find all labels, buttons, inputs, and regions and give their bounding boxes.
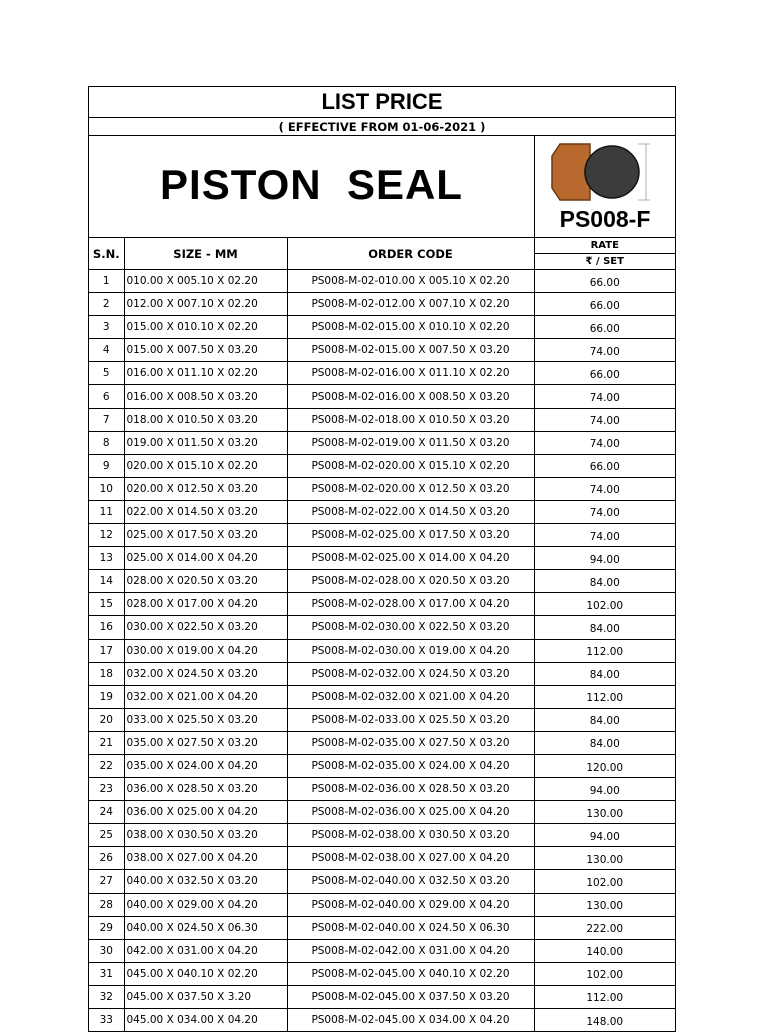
row-order-code: PS008-M-02-032.00 X 021.00 X 04.20: [287, 685, 534, 708]
row-order-code: PS008-M-02-045.00 X 034.00 X 04.20: [287, 1009, 534, 1032]
row-sn: 13: [89, 547, 124, 570]
row-size: 042.00 X 031.00 X 04.20: [124, 939, 287, 962]
row-size: 030.00 X 022.50 X 03.20: [124, 616, 287, 639]
row-size: 032.00 X 024.50 X 03.20: [124, 662, 287, 685]
table-row: [89, 593, 675, 616]
row-size: 035.00 X 024.00 X 04.20: [124, 754, 287, 777]
row-size: 010.00 X 005.10 X 02.20: [124, 270, 287, 293]
row-size: 045.00 X 034.00 X 04.20: [124, 1009, 287, 1032]
row-rate: 94.00: [534, 824, 675, 847]
row-order-code: PS008-M-02-030.00 X 022.50 X 03.20: [287, 616, 534, 639]
row-sn: 7: [89, 408, 124, 431]
row-size: 019.00 X 011.50 X 03.20: [124, 431, 287, 454]
row-order-code: PS008-M-02-028.00 X 020.50 X 03.20: [287, 570, 534, 593]
row-rate: 74.00: [534, 477, 675, 500]
row-rate: 222.00: [534, 916, 675, 939]
row-rate: 94.00: [534, 778, 675, 801]
row-sn: 11: [89, 500, 124, 523]
table-row: [89, 500, 675, 523]
row-order-code: PS008-M-02-015.00 X 010.10 X 02.20: [287, 316, 534, 339]
row-sn: 25: [89, 824, 124, 847]
effective-date: ( EFFECTIVE FROM 01-06-2021 ): [89, 118, 675, 136]
row-sn: 9: [89, 454, 124, 477]
row-rate: 102.00: [534, 870, 675, 893]
row-rate: 66.00: [534, 362, 675, 385]
table-row: [89, 824, 675, 847]
row-size: 045.00 X 040.10 X 02.20: [124, 962, 287, 985]
row-size: 020.00 X 015.10 X 02.20: [124, 454, 287, 477]
row-order-code: PS008-M-02-018.00 X 010.50 X 03.20: [287, 408, 534, 431]
row-size: 038.00 X 027.00 X 04.20: [124, 847, 287, 870]
row-order-code: PS008-M-02-012.00 X 007.10 X 02.20: [287, 293, 534, 316]
table-row: [89, 939, 675, 962]
table-row: [89, 454, 675, 477]
row-sn: 19: [89, 685, 124, 708]
row-rate: 130.00: [534, 847, 675, 870]
row-order-code: PS008-M-02-030.00 X 019.00 X 04.20: [287, 639, 534, 662]
table-row: [89, 477, 675, 500]
table-row: [89, 731, 675, 754]
table-row: [89, 778, 675, 801]
row-sn: 28: [89, 893, 124, 916]
row-sn: 10: [89, 477, 124, 500]
row-sn: 15: [89, 593, 124, 616]
row-sn: 12: [89, 524, 124, 547]
row-order-code: PS008-M-02-025.00 X 014.00 X 04.20: [287, 547, 534, 570]
table-row: [89, 893, 675, 916]
table-row: [89, 962, 675, 985]
row-rate: 84.00: [534, 616, 675, 639]
row-order-code: PS008-M-02-032.00 X 024.50 X 03.20: [287, 662, 534, 685]
row-sn: 16: [89, 616, 124, 639]
row-rate: 74.00: [534, 500, 675, 523]
row-size: 045.00 X 037.50 X 3.20: [124, 985, 287, 1008]
product-title-cell: [89, 136, 535, 237]
row-rate: 130.00: [534, 893, 675, 916]
row-rate: 84.00: [534, 662, 675, 685]
row-rate: 112.00: [534, 985, 675, 1008]
product-code-cell: [535, 136, 675, 237]
row-size: 016.00 X 008.50 X 03.20: [124, 385, 287, 408]
row-size: 040.00 X 024.50 X 06.30: [124, 916, 287, 939]
row-size: 033.00 X 025.50 X 03.20: [124, 708, 287, 731]
row-order-code: PS008-M-02-025.00 X 017.50 X 03.20: [287, 524, 534, 547]
col-header-size: SIZE - MM: [124, 238, 287, 270]
row-sn: 32: [89, 985, 124, 1008]
table-row: [89, 847, 675, 870]
row-size: 038.00 X 030.50 X 03.20: [124, 824, 287, 847]
table-row: [89, 708, 675, 731]
table-row: [89, 985, 675, 1008]
col-header-sn: S.N.: [89, 238, 124, 270]
row-sn: 2: [89, 293, 124, 316]
col-header-rate-unit: ₹ / SET: [534, 254, 675, 270]
row-sn: 4: [89, 339, 124, 362]
row-rate: 74.00: [534, 408, 675, 431]
row-order-code: PS008-M-02-015.00 X 007.50 X 03.20: [287, 339, 534, 362]
table-row: [89, 339, 675, 362]
row-order-code: PS008-M-02-020.00 X 012.50 X 03.20: [287, 477, 534, 500]
row-order-code: PS008-M-02-045.00 X 040.10 X 02.20: [287, 962, 534, 985]
row-size: 025.00 X 017.50 X 03.20: [124, 524, 287, 547]
row-order-code: PS008-M-02-016.00 X 011.10 X 02.20: [287, 362, 534, 385]
row-rate: 66.00: [534, 293, 675, 316]
price-table: [89, 238, 675, 1031]
row-size: 028.00 X 020.50 X 03.20: [124, 570, 287, 593]
row-size: 040.00 X 032.50 X 03.20: [124, 870, 287, 893]
row-rate: 74.00: [534, 431, 675, 454]
row-rate: 140.00: [534, 939, 675, 962]
row-order-code: PS008-M-02-040.00 X 024.50 X 06.30: [287, 916, 534, 939]
row-order-code: PS008-M-02-040.00 X 032.50 X 03.20: [287, 870, 534, 893]
table-row: [89, 801, 675, 824]
row-order-code: PS008-M-02-022.00 X 014.50 X 03.20: [287, 500, 534, 523]
table-row: [89, 685, 675, 708]
row-size: 036.00 X 025.00 X 04.20: [124, 801, 287, 824]
row-rate: 74.00: [534, 524, 675, 547]
row-order-code: PS008-M-02-036.00 X 025.00 X 04.20: [287, 801, 534, 824]
product-code: PS008-F: [559, 206, 651, 232]
row-sn: 31: [89, 962, 124, 985]
row-order-code: PS008-M-02-040.00 X 029.00 X 04.20: [287, 893, 534, 916]
col-header-rate: RATE: [534, 238, 675, 254]
row-sn: 5: [89, 362, 124, 385]
table-row: [89, 662, 675, 685]
row-size: 040.00 X 029.00 X 04.20: [124, 893, 287, 916]
row-sn: 26: [89, 847, 124, 870]
row-size: 018.00 X 010.50 X 03.20: [124, 408, 287, 431]
row-rate: 66.00: [534, 316, 675, 339]
row-rate: 84.00: [534, 731, 675, 754]
col-header-order-code: ORDER CODE: [287, 238, 534, 270]
row-size: 022.00 X 014.50 X 03.20: [124, 500, 287, 523]
row-order-code: PS008-M-02-038.00 X 027.00 X 04.20: [287, 847, 534, 870]
row-rate: 94.00: [534, 547, 675, 570]
piston-seal-cross-section-icon: [550, 142, 660, 204]
row-rate: 102.00: [534, 962, 675, 985]
row-sn: 3: [89, 316, 124, 339]
row-sn: 8: [89, 431, 124, 454]
row-order-code: PS008-M-02-010.00 X 005.10 X 02.20: [287, 270, 534, 293]
row-rate: 66.00: [534, 454, 675, 477]
row-rate: 148.00: [534, 1009, 675, 1032]
row-size: 015.00 X 010.10 X 02.20: [124, 316, 287, 339]
row-rate: 66.00: [534, 270, 675, 293]
table-row: [89, 570, 675, 593]
row-order-code: PS008-M-02-042.00 X 031.00 X 04.20: [287, 939, 534, 962]
table-row: [89, 547, 675, 570]
row-sn: 29: [89, 916, 124, 939]
row-rate: 112.00: [534, 639, 675, 662]
row-sn: 18: [89, 662, 124, 685]
row-size: 036.00 X 028.50 X 03.20: [124, 778, 287, 801]
row-size: 028.00 X 017.00 X 04.20: [124, 593, 287, 616]
row-size: 035.00 X 027.50 X 03.20: [124, 731, 287, 754]
row-order-code: PS008-M-02-035.00 X 024.00 X 04.20: [287, 754, 534, 777]
table-row: [89, 431, 675, 454]
row-sn: 27: [89, 870, 124, 893]
table-row: [89, 1009, 675, 1032]
row-order-code: PS008-M-02-045.00 X 037.50 X 03.20: [287, 985, 534, 1008]
row-rate: 84.00: [534, 708, 675, 731]
list-price-title: LIST PRICE: [89, 87, 675, 118]
product-title: PISTON SEAL: [160, 160, 463, 208]
row-order-code: PS008-M-02-035.00 X 027.50 X 03.20: [287, 731, 534, 754]
product-header: [89, 136, 675, 238]
table-row: [89, 524, 675, 547]
row-sn: 33: [89, 1009, 124, 1032]
row-sn: 14: [89, 570, 124, 593]
table-row: [89, 270, 675, 293]
row-order-code: PS008-M-02-016.00 X 008.50 X 03.20: [287, 385, 534, 408]
row-size: 030.00 X 019.00 X 04.20: [124, 639, 287, 662]
row-size: 020.00 X 012.50 X 03.20: [124, 477, 287, 500]
table-row: [89, 362, 675, 385]
table-row: [89, 293, 675, 316]
row-rate: 74.00: [534, 339, 675, 362]
table-row: [89, 916, 675, 939]
row-order-code: PS008-M-02-036.00 X 028.50 X 03.20: [287, 778, 534, 801]
table-row: [89, 316, 675, 339]
table-row: [89, 639, 675, 662]
row-size: 032.00 X 021.00 X 04.20: [124, 685, 287, 708]
price-list-sheet: [88, 86, 676, 1032]
row-order-code: PS008-M-02-020.00 X 015.10 X 02.20: [287, 454, 534, 477]
row-rate: 84.00: [534, 570, 675, 593]
row-rate: 130.00: [534, 801, 675, 824]
row-order-code: PS008-M-02-019.00 X 011.50 X 03.20: [287, 431, 534, 454]
row-sn: 30: [89, 939, 124, 962]
row-rate: 102.00: [534, 593, 675, 616]
row-size: 012.00 X 007.10 X 02.20: [124, 293, 287, 316]
row-rate: 120.00: [534, 754, 675, 777]
table-row: [89, 408, 675, 431]
row-sn: 21: [89, 731, 124, 754]
table-row: [89, 385, 675, 408]
table-row: [89, 870, 675, 893]
row-sn: 17: [89, 639, 124, 662]
row-sn: 20: [89, 708, 124, 731]
row-sn: 6: [89, 385, 124, 408]
row-sn: 1: [89, 270, 124, 293]
row-size: 015.00 X 007.50 X 03.20: [124, 339, 287, 362]
row-rate: 74.00: [534, 385, 675, 408]
row-size: 025.00 X 014.00 X 04.20: [124, 547, 287, 570]
row-sn: 24: [89, 801, 124, 824]
row-order-code: PS008-M-02-028.00 X 017.00 X 04.20: [287, 593, 534, 616]
row-order-code: PS008-M-02-033.00 X 025.50 X 03.20: [287, 708, 534, 731]
row-sn: 22: [89, 754, 124, 777]
table-row: [89, 616, 675, 639]
row-size: 016.00 X 011.10 X 02.20: [124, 362, 287, 385]
table-row: [89, 754, 675, 777]
row-order-code: PS008-M-02-038.00 X 030.50 X 03.20: [287, 824, 534, 847]
row-rate: 112.00: [534, 685, 675, 708]
row-sn: 23: [89, 778, 124, 801]
